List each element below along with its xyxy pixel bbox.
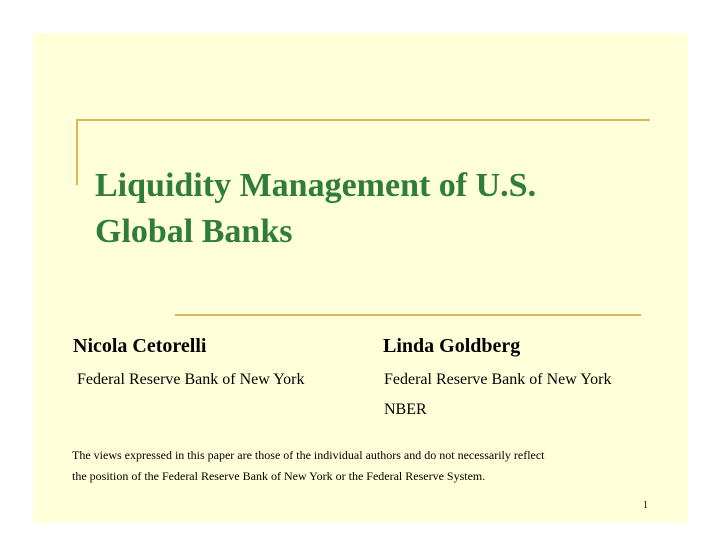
disclaimer-line-1: The views expressed in this paper are those of the individual authors and do not necessarily reflect (72, 448, 545, 462)
author-affiliation-cetorelli: Federal Reserve Bank of New York (77, 371, 305, 388)
author-name-goldberg: Linda Goldberg (383, 335, 521, 357)
slide-title (95, 163, 655, 255)
title-line-2: Global Banks (95, 213, 293, 250)
decorative-left-rule (76, 119, 78, 185)
disclaimer-line-2: the position of the Federal Reserve Bank of New York or the Federal Reserve System. (72, 469, 486, 483)
page-number: 1 (643, 500, 648, 511)
disclaimer-text (72, 445, 672, 487)
author-name-cetorelli: Nicola Cetorelli (73, 335, 207, 357)
title-line-1: Liquidity Management of U.S. (95, 167, 537, 204)
slide (33, 33, 688, 523)
author-affiliation-goldberg-nber: NBER (384, 401, 427, 418)
author-affiliation-goldberg-frbny: Federal Reserve Bank of New York (384, 371, 612, 388)
decorative-top-rule (76, 119, 650, 121)
decorative-divider-rule (175, 314, 641, 316)
